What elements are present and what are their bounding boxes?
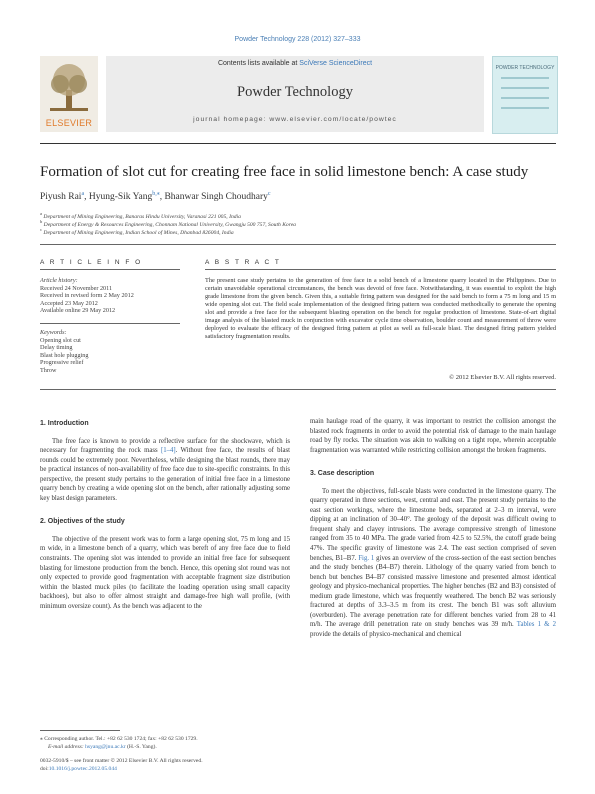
journal-header-band [106,56,484,132]
keywords-label: Keywords: [40,329,67,336]
table-link[interactable]: Tables 1 & 2 [516,621,556,629]
body-left-column [40,419,290,611]
divider [40,323,180,324]
author-list [40,190,560,202]
doi-link[interactable]: 10.1016/j.powtec.2012.05.044 [48,766,117,772]
author-affiliation-mark[interactable]: a [81,191,85,197]
keyword: Delay timing [40,344,73,352]
affiliation-mark: a [40,211,42,216]
sciencedirect-link[interactable]: SciVerse ScienceDirect [299,60,373,67]
text-run: To meet the objectives, full-scale blasts were conducted in the limestone quarry. The quarry operated in three sections, west, central and east. The present study pertains to the east section workings, where the limestone beds, separated at 2–3 m interval, were dipping at an inclination of 30–40°. The geology of the deposit was difficult owing to frequent shaly and clayey intrusions. The average compressive strength of limestone ranged from 35 to 40 MPa. The grade varied from 42.5 to 52.5%, the cutoff grade being 47%. The specific gravity of limestone was 2.4. The east section comprised of seven benches, B1–B7. [310,487,556,562]
masthead-rule [40,143,556,144]
text-run: . Without free face, the results of blast rounds could be extremely poor. Nevertheless, while designing the blast rounds, there may be practical instances of non-availability of free face due to site-specific constraints. In this perspective, the present study pertains to the generation of initial free face in a limestone quarry bench by creating a wide opening slot on the bench, after rationally adjusting some key blast design parameters. [40,447,290,502]
copyright: © 2012 Elsevier B.V. All rights reserved. [449,374,556,381]
keyword: Progressive relief [40,359,84,367]
history-label: Article history: [40,277,78,284]
elsevier-tree-icon [40,56,98,116]
cover-title: POWDER TECHNOLOGY [495,65,555,71]
footnote [40,735,290,751]
keywords [40,329,180,375]
affiliation-mark: b [40,219,43,224]
figure-link[interactable]: Fig. 1 [358,554,375,562]
publisher-name: ELSEVIER [45,118,93,128]
paragraph [310,487,556,640]
article-title: Formation of slot cut for creating free face in solid limestone bench: A case study [40,164,529,180]
affiliation-text: Department of Mining Engineering, Indian School of Mines, Dhanbad 826004, India [43,229,234,236]
footnote-rule [40,730,120,731]
contents-prefix: Contents lists available at [217,60,298,67]
cover-stripe [501,97,549,99]
article-info-heading: A R T I C L E I N F O [40,259,143,266]
paragraph [40,437,290,504]
journal-title: Powder Technology [237,84,353,100]
author-name: Piyush Rai [40,192,82,203]
cover-stripe [501,107,549,109]
footnote-mark: ⁎ [40,736,43,742]
affiliation [40,227,560,236]
article-history [40,277,180,315]
journal-cover-thumbnail[interactable] [492,56,558,134]
text-run: provide the details of physico-mechanical and chemical [310,630,462,638]
author-affiliation-mark[interactable]: b,⁎ [152,191,160,197]
history-item: Available online 29 May 2012 [40,307,116,315]
affiliation-text: Department of Mining Engineering, Banaras Hindu University, Varanasi 221 005, India [43,213,241,220]
journal-reference[interactable]: Powder Technology 228 (2012) 327–333 [234,36,361,43]
affiliation-text: Department of Energy & Resources Engineering, Chonnam National University, Gwangju 500 757, South Korea [43,221,296,228]
paragraph: main haulage road of the quarry, it was important to restrict the collision amongst the blasted rock fragments in order to avoid the potential risk of damage to the main haulage road by fly rocks. The situation was akin to walking on a tight rope, wherein acceptable fragmentation was warranted while restricting collision amongst the broken fragments. [310,418,556,454]
body-right-column [310,417,556,639]
keyword: Blast hole plugging [40,351,89,359]
section-heading: 2. Objectives of the study [40,518,125,526]
section-heading: 1. Introduction [40,420,89,427]
divider [205,269,556,270]
section-heading: 3. Case description [310,470,375,478]
footnote-text: Corresponding author. Tel.: +82 62 530 1724; fax: +82 62 530 1729. [44,736,198,742]
journal-masthead [40,56,556,136]
journal-homepage[interactable]: journal homepage: www.elsevier.com/locate/powtec [193,116,397,123]
paragraph: The objective of the present work was to form a large opening slot, 75 m long and 15 m wide, in a limestone bench of a quarry, which was bereft of any free face due to field constraints. The opening slot was intended to provide an initial free face for subsequent blasting for limestone production from the bench. Hence, this opening slot round was not only expected to provide good fragmentation with acceptable fragment size distribution within the blasted muck piles (to facilitate the loading operation using small capacity backhoes), but also to offer almost straight and damage-free high wall profile, (with minimum oversize count). As the bench was adjacent to the [40,535,290,610]
author-name: Hyung-Sik Yang [88,192,153,203]
divider [40,269,180,270]
contents-line [106,60,484,67]
citation-link[interactable]: [1–4] [160,447,176,455]
elsevier-logo[interactable] [40,56,98,132]
abstract-text: The present case study pertains to the generation of free face in a solid bench of a limestone quarry located in the Philippines. Due to certain unavoidable operational circumstances, the bench was devoid of free face. Notwithstanding, it was essential to exploit the high grade limestone from the given bench. Given this, a suitable firing pattern was designed for the said bench to form a 75 m long and 15 m wide opening slot cut. The field scale implementation of the designed firing pattern was conducted methodically to generate the opening slot and provide a free face for the subsequent blasting operation on the bench for regular production of limestone. State-of-art digital image analysis of the blasted muck in conjunction with excavator cycle time observation, boulder count and measurement of throw were deployed to evaluate the efficacy of the designed firing pattern at pilot as well as full-scale blast. The designed firing pattern yielded satisfactory fragmentation results. [205,277,556,340]
affiliation-mark: c [40,227,42,232]
text-run: gives an overview of the cross-section of the east section benches and the study benches (B4–B7) therein. Lithology of the quarry varied from bench to bench but benches B4–B7 consisted massive limestone and presented almost identical geology and physico-mechanical properties. The higher benches (B2 and B3) consisted of medium grade limestone, which was frequently weathered. The bench B2 was seriously fractured at depths of 3.3–3.5 m from its crest. The bench B1 was soft alluvium (overburden). The average penetration rate for different benches varied from 28 to 41 m/h. The average drill penetration rate on study benches was 39 m/h. [310,554,556,629]
author-affiliation-mark[interactable]: c [267,191,271,197]
doi-label: doi: [40,766,49,772]
author-separator: , [159,192,165,203]
author-separator: , [84,192,89,203]
email-label: E-mail address: [48,744,84,750]
cover-stripe [501,87,549,89]
issn-line: 0032-5910/$ – see front matter © 2012 Elsevier B.V. All rights reserved. [40,758,203,764]
email-link[interactable]: hsyang@jnu.ac.kr [85,744,126,750]
keyword: Opening slot cut [40,336,81,344]
email-suffix: (H.-S. Yang). [125,744,157,750]
author-name: Bhanwar Singh Choudhary [164,192,268,203]
page-footer [40,757,300,773]
abstract-heading: A B S T R A C T [205,259,281,266]
cover-stripe [501,77,549,79]
history-item: Received 24 November 2011 [40,284,113,292]
history-item: Received in revised form 2 May 2012 [40,292,134,300]
history-item: Accepted 23 May 2012 [40,299,98,307]
keyword: Throw [40,366,57,374]
divider [40,389,556,390]
text-run: The free face is known to provide a reflective surface for the shockwave, which is necessary for fragmenting the rock mass [40,437,290,455]
divider [40,244,556,245]
